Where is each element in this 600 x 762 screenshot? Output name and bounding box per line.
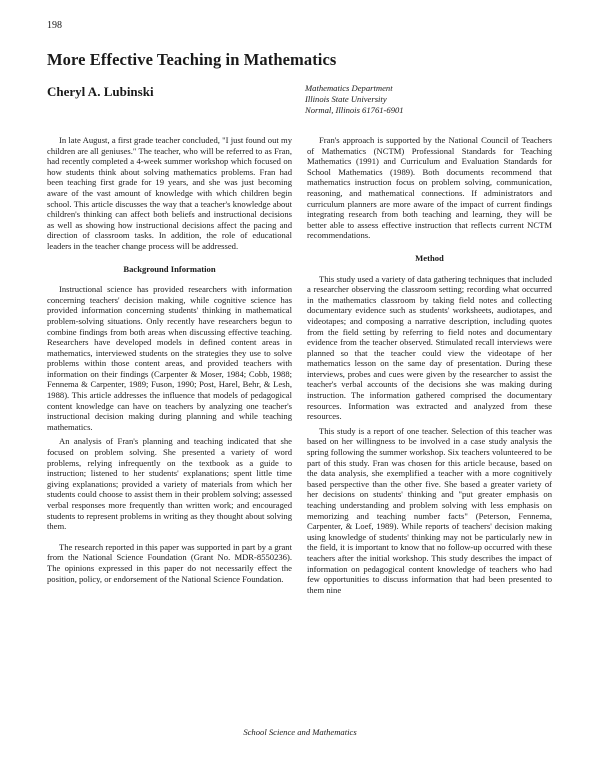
method-paragraph-2: This study is a report of one teacher. Selection of this teacher was based on her willingness to be involved in a case study analysis the spring following the summer workshop. Six teachers volunteered to be part of this study. Fran was chosen for this article because, based on the data analysis, she exemplified a teacher with a more cognitively based perspective than the other five. She based a greater variety of her decisions on students' thinking and "put greater emphasis on teaching understanding and problem solving with less emphasis on memorizing and teaching number facts" (Peterson, Fennema, Carpenter, & Loef, 1989). While reports of teachers' decision making using knowledge of students' thinking may not be particularly new in the field, it is important to know that no follow-up occurred with these teachers after the initial workshop. This study describes the impact of information on pedagogical content knowledge of teachers who had few opportunities to discuss information that had been presented to them nine [307, 425, 552, 595]
article-title: More Effective Teaching in Mathematics [47, 50, 337, 69]
background-heading: Background Information [123, 263, 216, 274]
funding-footnote: The research reported in this paper was supported in part by a grant from the National Science Foundation (Grant No. MDR-8550236). The opinions expressed in this paper do not necessarily effect the position, policy, or endorsement of the National Science Foundation. [47, 541, 292, 584]
method-paragraph-1: This study used a variety of data gathering techniques that included a researcher observing the classroom setting; recording what occurred in the mathematics classroom by taking field notes and collecting documentary evidence such as students' worksheets, audiotapes, and videotapes; and composing a narrative description, including quotes from the field setting by referring to field notes and documentary evidence from the teacher observed. Stimulated recall interviews were planned so that the teacher could view the videotape of her mathematics lesson on the same day of presentation. During these interviews, probes and cues were given by the researcher to assist the teacher's verbal accounts of the decisions she was making during instruction. The information gathered comprised the documentary resources. Information was extracted and analyzed from these resources. [307, 273, 552, 422]
standards-paragraph: Fran's approach is supported by the National Council of Teachers of Mathematics (NCTM) Professional Standards for Teaching Mathematics (1991) and Curriculum and Evaluation Standards for School Mathematics (1989). Both documents recommend that mathematics instruction focus on problem solving, communication, reasoning, and mathematical connections. If administrators and curriculum planners are more aware of the impact of current findings integrating research from both teaching and learning, they will be better able to assess effective instruction that reflects current NCTM recommendations. [307, 135, 552, 241]
author-name: Cheryl A. Lubinski [47, 84, 154, 99]
affiliation-university: Illinois State University [305, 94, 387, 104]
left-column [47, 135, 292, 588]
background-paragraph-1: Instructional science has provided researchers with information concerning teachers' decision making, while cognitive science has provided information concerning students' thinking in mathematical problem-solving situations. Only recently have researchers begun to combine findings from both areas when discussing effective teaching. Researchers have developed models in defined content areas in mathematics, interviewed students on the strategies they use to solve problems within those content areas, and provided teachers with information on their findings (Carpenter & Moser, 1984; Cobb, 1988; Fennema & Carpenter, 1989; Fuson, 1990; Post, Harel, Behr, & Lesh, 1988). This article addresses the influence that models of pedagogical content knowledge can have on teachers by analyzing one teacher's instructional decision making during planning and while teaching mathematics. [47, 284, 292, 432]
journal-footer: School Science and Mathematics [243, 727, 357, 737]
background-paragraph-2: An analysis of Fran's planning and teaching indicated that she focused on problem solving. She presented a variety of word problems, relying infrequently on the textbook as a guide to instruction; listened to her students' explanations; spent little time giving explanations; provided a variety of materials from which her students could choose to assist them in their problem solving; assessed verbal responses more frequently than written work; and encouraged students to represent problems in writing as they thought about solving them. [47, 436, 292, 532]
intro-paragraph: In late August, a first grade teacher concluded, "I just found out my children are all geniuses." The teacher, who will be referred to as Fran, had recently completed a 4-week summer workshop which focused on how students think about solving mathematics problems. Fran had been teaching first grade for 19 years, and she was just becoming aware of the vast amount of knowledge with which children begin school. This article discusses the way that a teacher's knowledge about children's thinking can affect both beliefs and instructional decisions as well as showing how instructional decisions affect the pacing and direction of classroom tasks. In addition, the role of educational leaders in the teacher change process will be addressed. [47, 135, 292, 251]
affiliation-address: Normal, Illinois 61761-6901 [305, 105, 404, 115]
affiliation-department: Mathematics Department [305, 83, 393, 93]
page-number: 198 [47, 20, 62, 31]
right-column [307, 135, 552, 599]
method-heading: Method [415, 252, 444, 263]
author-affiliation [305, 83, 404, 116]
